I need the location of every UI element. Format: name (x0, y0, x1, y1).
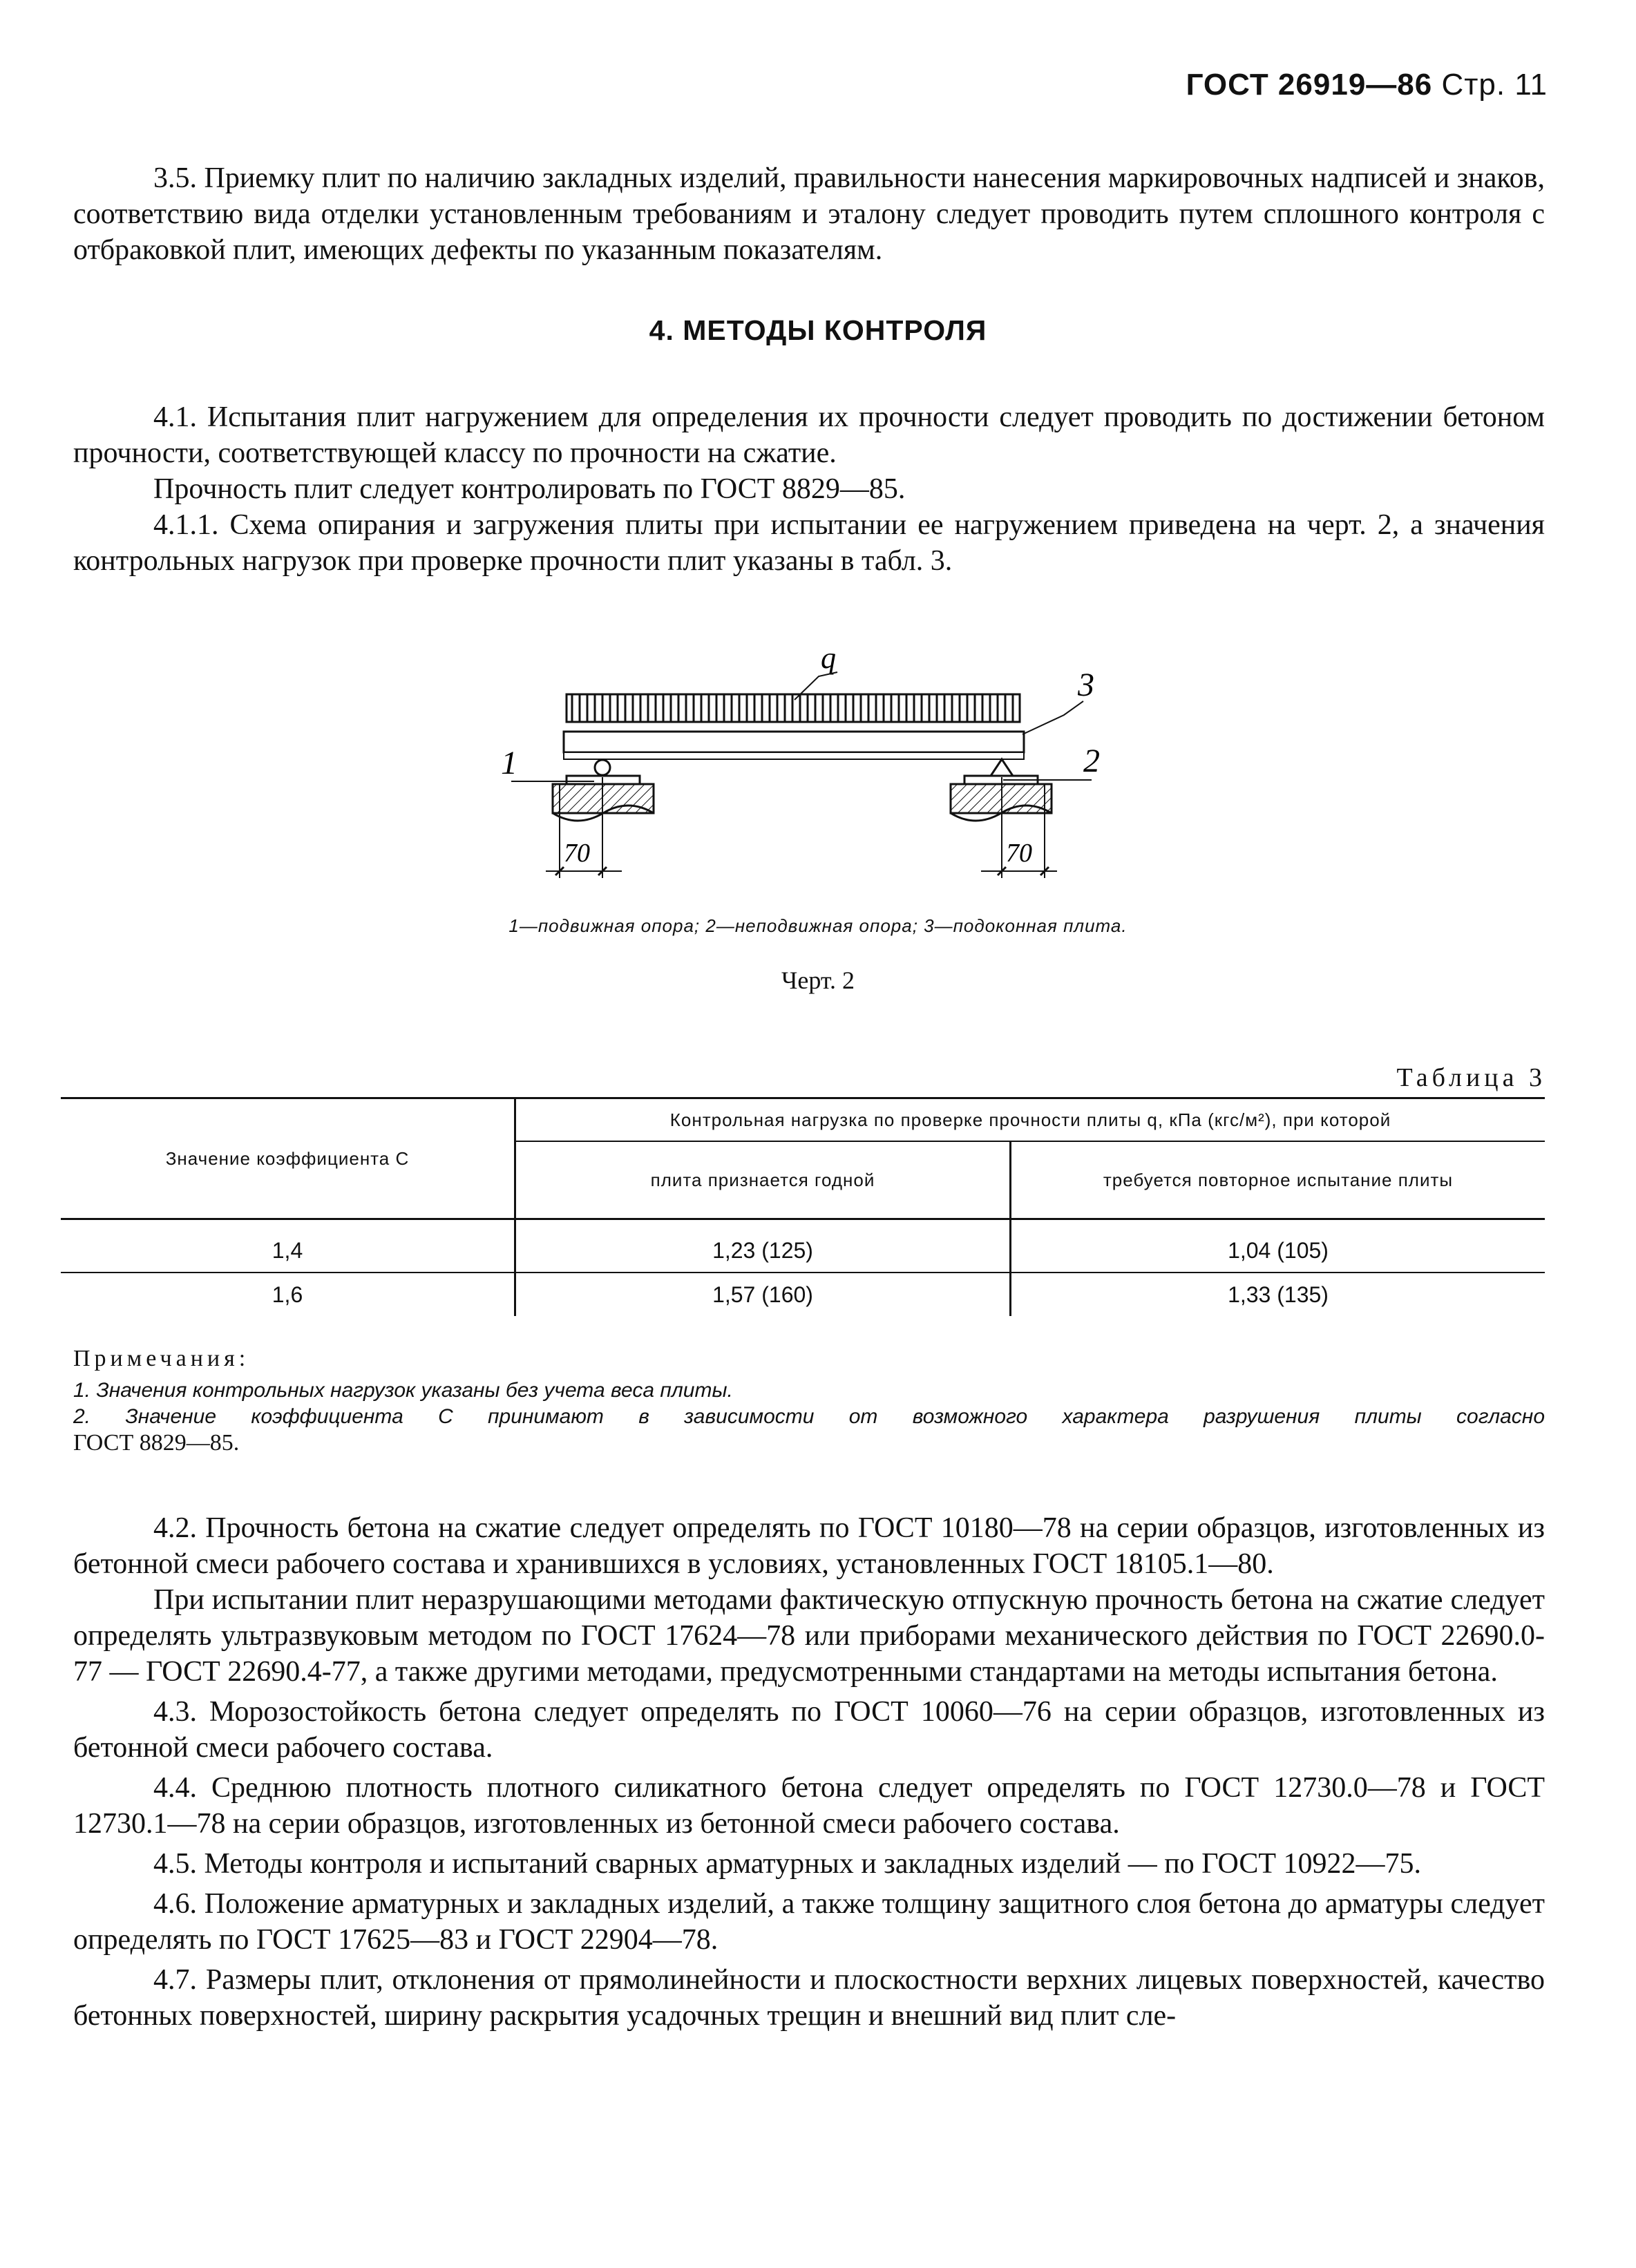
label-2: 2 (1083, 743, 1100, 779)
cell-retest: 1,04 (105) (1011, 1219, 1545, 1273)
col-retest-header: требуется повторное испытание плиты (1011, 1141, 1545, 1219)
windowsill-slab (564, 732, 1024, 752)
note-1: 1. Значения контрольных нагрузок указаны без учета веса плиты. (73, 1379, 733, 1402)
table-row (61, 1219, 1545, 1273)
cell-accepted: 1,57 (160) (515, 1273, 1011, 1316)
cell-accepted: 1,23 (125) (515, 1219, 1011, 1273)
paragraph-4-6: 4.6. Положение арматурных и закладных изделий, а также толщину защитного слоя бетона до арматуры следует определять по ГОСТ 17625—83 и ГОСТ 22904—78. (73, 1888, 1545, 1956)
section-3-5 (73, 160, 1545, 268)
paragraph-4-2: 4.2. Прочность бетона на сжатие следует определять по ГОСТ 10180—78 на серии образцов, изготовленных из бетонной смеси рабочего состава и хранившихся в условиях, установленных ГОСТ 18105.1—80. (73, 1512, 1545, 1580)
cell-retest: 1,33 (135) (1228, 1281, 1329, 1307)
col-group-header: Контрольная нагрузка по проверке прочности плиты q, кПа (кгс/м²), при которой (515, 1098, 1545, 1142)
table-notes (73, 1346, 1545, 1456)
section-4-1 (73, 399, 1545, 579)
table-caption: Таблица 3 (1396, 1063, 1546, 1092)
paragraph-4-4: 4.4. Среднюю плотность плотного силикатного бетона следует определять по ГОСТ 12730.0—78 и ГОСТ 12730.1—78 на серии образцов, изготовленных из бетонной смеси рабочего состава. (73, 1772, 1545, 1840)
paragraph-4-1-1: 4.1.1. Схема опирания и загружения плиты при испытании ее нагружением приведена на черт. 2, а значения контрольных нагрузок при проверке прочности плит указаны в табл. 3. (73, 509, 1545, 577)
section-title: 4. МЕТОДЫ КОНТРОЛЯ (649, 314, 987, 346)
header-page-number: Стр. 11 (1441, 68, 1548, 102)
note-2-tail: ГОСТ 8829—85. (73, 1430, 240, 1456)
dim-left-text: 70 (564, 839, 590, 868)
paragraph-3-5: 3.5. Приемку плит по наличию закладных изделий, правильности нанесения маркировочных надписей и знаков, соответствию вида отделки установленным требованиям и эталону следует проводить путем сплошного контроля с отбраковкой плит, имеющих дефекты по указанным показателям. (73, 162, 1545, 266)
cell-coefficient: 1,4 (61, 1219, 515, 1273)
load-scheme-drawing (470, 646, 1133, 888)
label-3: 3 (1078, 667, 1094, 703)
paragraph-4-1-b: Прочность плит следует контролировать по ГОСТ 8829—85. (153, 473, 906, 505)
section-4-2-to-4-7 (73, 1510, 1545, 2034)
control-load-table (61, 1097, 1545, 1316)
paragraph-4-2-b: При испытании плит неразрушающими методами фактическую отпускную прочность бетона на сжатие следует определять ультразвуковым методом по ГОСТ 17624—78 или приборами механического действия по ГОСТ 22690.0-77 — ГОСТ 22690.4-77, а также другими методами, предусмотренными стандартами на методы испытания бетона. (73, 1584, 1545, 1688)
header-doc-number: ГОСТ 26919—86 (1186, 68, 1433, 102)
note-2: 2. Значение коэффициента С принимают в зависимости от возможного характера разрушения плиты согласно (73, 1405, 1545, 1428)
paragraph-4-5: 4.5. Методы контроля и испытаний сварных арматурных и закладных изделий — по ГОСТ 10922—75. (153, 1848, 1422, 1880)
paragraph-4-3: 4.3. Морозостойкость бетона следует определять по ГОСТ 10060—76 на серии образцов, изготовленных из бетонной смеси рабочего состава. (73, 1696, 1545, 1764)
notes-heading: Примечания: (73, 1346, 250, 1371)
figure-legend: 1—подвижная опора; 2—неподвижная опора; 3—подоконная плита. (508, 915, 1128, 936)
cell-coefficient: 1,6 (61, 1273, 515, 1316)
distributed-load (567, 694, 1020, 722)
paragraph-4-1: 4.1. Испытания плит нагружением для определения их прочности следует проводить по достижении бетоном прочности, соответствующей классу по прочности на сжатие. (73, 401, 1545, 469)
table-row (61, 1273, 1545, 1316)
dim-right-text: 70 (1006, 839, 1032, 868)
col-coefficient-header: Значение коэффициента С (61, 1098, 515, 1219)
col-accepted-header: плита признается годной (515, 1141, 1011, 1219)
paragraph-4-7: 4.7. Размеры плит, отклонения от прямолинейности и плоскостности верхних лицевых поверхностей, качество бетонных поверхностей, ширину раскрытия усадочных трещин и внешний вид плит сле- (73, 1964, 1545, 2032)
page-header (1186, 68, 1548, 102)
figure-caption: Черт. 2 (781, 966, 855, 994)
label-q: q (821, 646, 836, 675)
label-1: 1 (501, 745, 517, 781)
